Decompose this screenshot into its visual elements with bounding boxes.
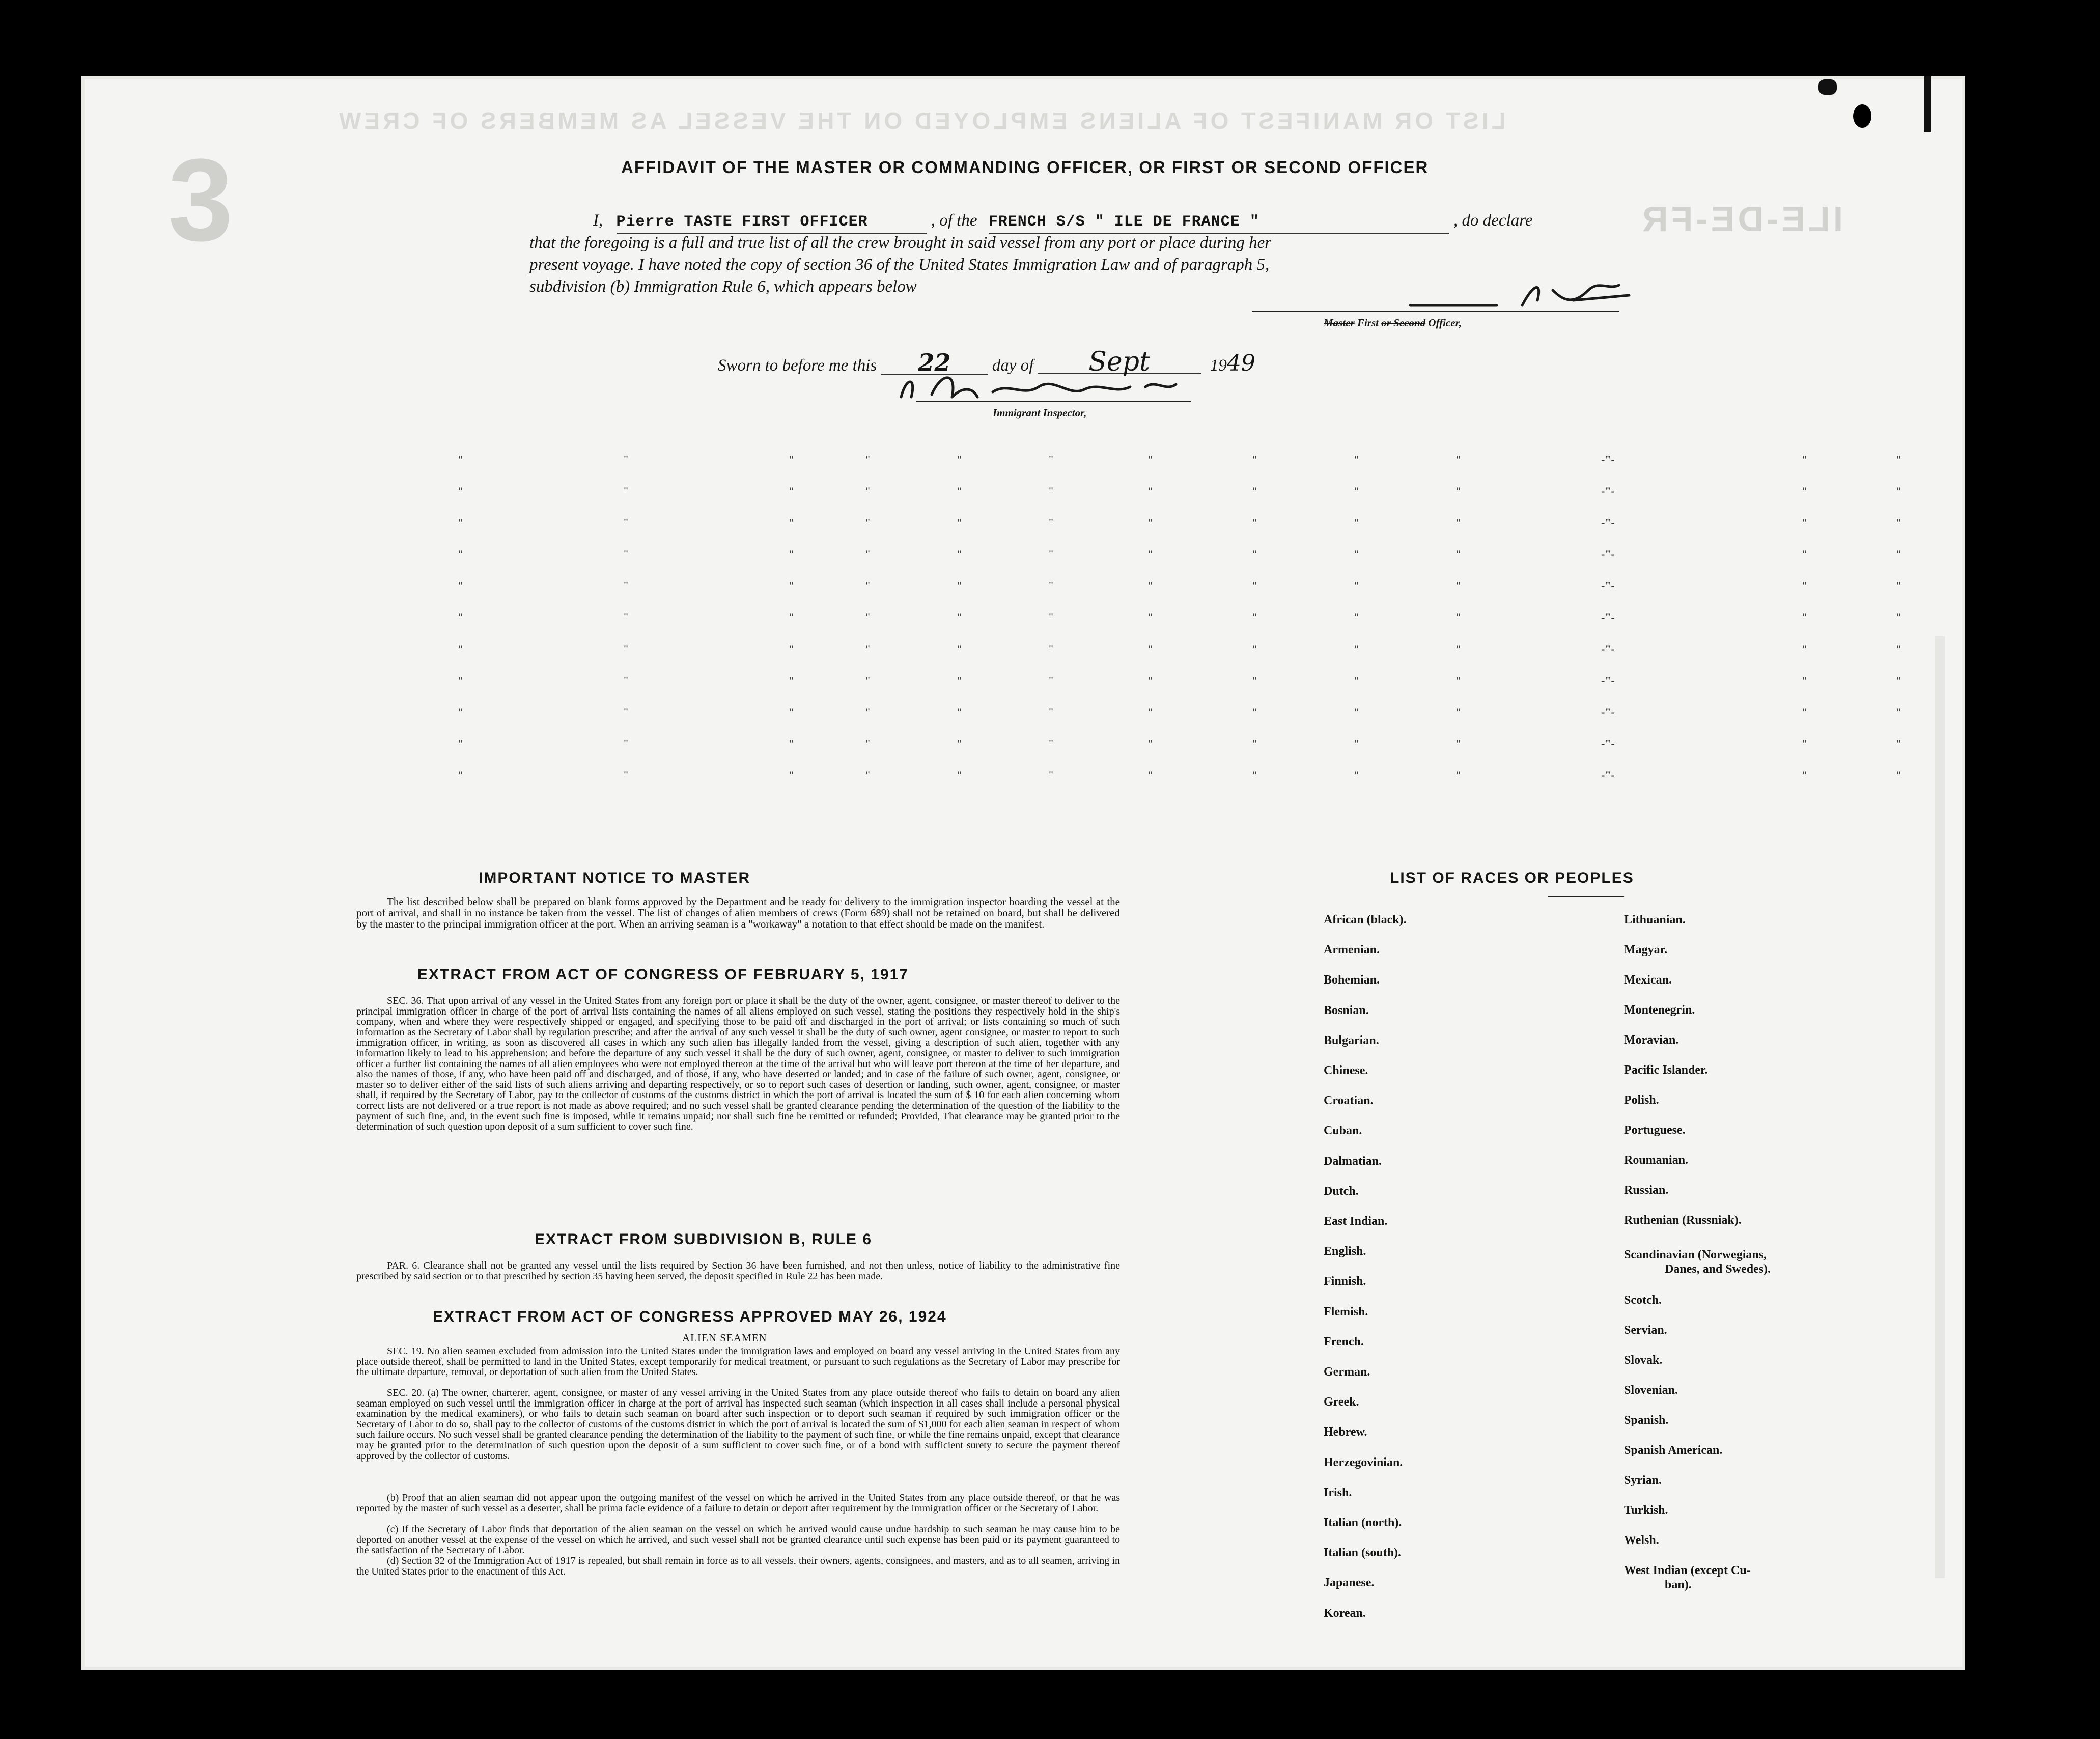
ditto-mark: " (1049, 642, 1053, 655)
ditto-mark: " (458, 611, 463, 624)
race-item: Scotch. (1624, 1294, 1662, 1307)
race-item: Flemish. (1324, 1305, 1368, 1319)
ditto-mark: " (1802, 579, 1807, 592)
extract-rule6-text: PAR. 6. Clearance shall not be granted any vessel until the lists required by Section 36 have been furnished, and not then unless, notice of liability to the administrative fine prescribed by said section or to that prescribed by section 35 having been served, the deposit specified in Rule 22 has been made. (356, 1260, 1120, 1282)
ditto-mark: " (1252, 642, 1257, 655)
ditto-mark: " (1252, 579, 1257, 592)
ditto-mark: " (1802, 706, 1807, 718)
ditto-mark: " (1148, 611, 1153, 624)
ditto-mark: " (624, 706, 628, 718)
ditto-mark: " (1252, 453, 1257, 466)
officer-signature-line (1252, 311, 1619, 312)
ditto-mark: " (1896, 642, 1901, 655)
race-item: Herzegovinian. (1324, 1455, 1403, 1469)
sworn-month: Sept (1038, 351, 1201, 374)
ditto-mark: " (957, 611, 962, 624)
ditto-mark: " (1456, 642, 1461, 655)
do-declare-label: , do declare (1453, 211, 1533, 230)
race-item: Roumanian. (1624, 1154, 1689, 1167)
race-item: Pacific Islander. (1624, 1063, 1708, 1077)
ditto-mark: " (1802, 548, 1807, 560)
ditto-mark: " (789, 674, 794, 687)
ditto-mark: " (865, 579, 870, 592)
races-title: LIST OF RACES OR PEOPLES (1390, 870, 1634, 886)
dash-mark: -"- (1601, 516, 1615, 529)
ditto-mark: " (1456, 453, 1461, 466)
master-struck: Master (1324, 317, 1355, 329)
race-item: Greek. (1324, 1395, 1359, 1409)
dash-mark: -"- (1601, 453, 1615, 466)
race-item: Spanish. (1624, 1414, 1669, 1427)
extract-1917-title: EXTRACT FROM ACT OF CONGRESS OF FEBRUARY 5, 1917 (417, 966, 909, 983)
race-item: Italian (south). (1324, 1546, 1402, 1560)
ditto-mark: " (1049, 548, 1053, 560)
race-item: Polish. (1624, 1093, 1659, 1107)
ditto-mark: " (1456, 769, 1461, 781)
ditto-mark: " (1354, 642, 1359, 655)
ditto-mark: " (789, 453, 794, 466)
race-item: Bohemian. (1324, 973, 1380, 987)
ditto-mark: " (1354, 706, 1359, 718)
ditto-mark: " (1148, 737, 1153, 750)
race-item: Magyar. (1624, 943, 1668, 957)
ditto-mark: " (1802, 485, 1807, 497)
race-item: Slovak. (1624, 1354, 1663, 1367)
binder-hole (1980, 1436, 1999, 1459)
ditto-mark: " (624, 642, 628, 655)
binder-hole (1973, 545, 1991, 568)
dash-mark: -"- (1601, 769, 1615, 781)
notice-text: The list described below shall be prepared on blank forms approved by the Department and be ready for delivery to the immigration inspector boarding the vessel at the port of arrival, and shall in no instance be taken from the vessel. The list of changes of alien members of crews (Form 689) shall not be retained on board, but shall be delivered by the master to the principal immigration officer at the port. When an arriving seaman is a "workaway" a notation to that effect should be made on the manifest. (356, 895, 1120, 930)
sworn-text: Sworn to before me this (718, 356, 877, 375)
ditto-mark: " (458, 485, 463, 497)
race-item: Armenian. (1324, 943, 1380, 957)
ditto-mark: " (865, 706, 870, 718)
dash-mark: -"- (1601, 737, 1615, 750)
ditto-mark: " (1456, 611, 1461, 624)
extract-rule6-title: EXTRACT FROM SUBDIVISION B, RULE 6 (535, 1231, 873, 1248)
ditto-mark: " (1252, 674, 1257, 687)
ditto-mark: " (789, 516, 794, 529)
second-struck: or Second (1381, 317, 1426, 329)
bleedthrough-vessel: ILE-DE-FR (1639, 199, 1843, 239)
dash-mark: -"- (1601, 642, 1615, 655)
race-item: Danes, and Swedes). (1665, 1263, 1771, 1276)
edge-mark (1818, 79, 1837, 95)
ditto-mark: " (1802, 737, 1807, 750)
ditto-mark: " (1049, 485, 1053, 497)
dash-mark: -"- (1601, 674, 1615, 687)
ditto-mark: " (624, 516, 628, 529)
ditto-mark: " (1354, 548, 1359, 560)
ditto-mark: " (1354, 453, 1359, 466)
ditto-mark: " (789, 769, 794, 781)
race-item: Korean. (1324, 1606, 1366, 1620)
edge-mark (1924, 76, 1931, 132)
ditto-mark: " (458, 579, 463, 592)
ditto-mark: " (1802, 642, 1807, 655)
ditto-mark: " (1049, 674, 1053, 687)
ditto-mark: " (458, 548, 463, 560)
dash-mark: -"- (1601, 611, 1615, 624)
extract-1924-subtitle: ALIEN SEAMEN (682, 1332, 767, 1344)
race-item: Bosnian. (1324, 1003, 1369, 1017)
binder-hole (1975, 634, 1994, 657)
officer-title (1324, 312, 1462, 334)
ditto-mark: " (865, 485, 870, 497)
ditto-mark: " (1456, 516, 1461, 529)
ditto-mark: " (865, 516, 870, 529)
ditto-mark: " (865, 737, 870, 750)
race-item: Montenegrin. (1624, 1003, 1695, 1017)
ditto-mark: " (1148, 579, 1153, 592)
race-item: Syrian. (1624, 1474, 1662, 1487)
ditto-mark: " (1252, 737, 1257, 750)
race-item: Bulgarian. (1324, 1033, 1379, 1047)
race-item: Dutch. (1324, 1184, 1359, 1198)
ditto-mark: " (789, 706, 794, 718)
ditto-mark: " (865, 769, 870, 781)
extract-1924-sec19: SEC. 19. No alien seamen excluded from admission into the United States under the immigration laws and employed on board any vessel arriving in the United States from any place outside thereof, shall be permitted to land in the United States, except temporarily for medical treatment, or pursuant to such regulations as the Secretary of Labor may prescribe for the ultimate departure, removal, or deportation of such alien from the United States. (356, 1345, 1120, 1378)
vessel-name-field: FRENCH S/S " ILE DE FRANCE " (989, 211, 1449, 234)
race-item: Slovenian. (1624, 1384, 1678, 1397)
ditto-mark: " (1456, 737, 1461, 750)
ditto-mark: " (624, 611, 628, 624)
ditto-mark: " (1148, 485, 1153, 497)
ditto-mark: " (458, 737, 463, 750)
ditto-mark: " (1148, 706, 1153, 718)
ditto-mark: " (789, 579, 794, 592)
ditto-mark: " (1252, 769, 1257, 781)
race-item: Hebrew. (1324, 1425, 1367, 1439)
sworn-year: 49 (1226, 350, 1255, 376)
ditto-mark: " (1148, 674, 1153, 687)
ditto-mark: " (458, 453, 463, 466)
race-item: African (black). (1324, 913, 1407, 927)
of-the-label: , of the (931, 211, 977, 230)
race-item: Welsh. (1624, 1534, 1659, 1547)
race-item: Cuban. (1324, 1124, 1362, 1138)
ditto-mark: " (1354, 611, 1359, 624)
ditto-mark: " (624, 737, 628, 750)
ditto-mark: " (1896, 579, 1901, 592)
ditto-mark: " (957, 485, 962, 497)
day-of-label: day of (992, 356, 1034, 375)
race-item: Portuguese. (1624, 1124, 1686, 1137)
first-label: First (1357, 317, 1379, 329)
ditto-mark: " (458, 769, 463, 781)
ditto-mark: " (1148, 642, 1153, 655)
ditto-mark: " (1148, 548, 1153, 560)
ditto-mark: " (1896, 548, 1901, 560)
race-item: Chinese. (1324, 1064, 1368, 1077)
ditto-mark: " (624, 769, 628, 781)
ditto-mark: " (1148, 769, 1153, 781)
ditto-mark: " (865, 548, 870, 560)
affidavit-title: AFFIDAVIT OF THE MASTER OR COMMANDING OFFICER, OR FIRST OR SECOND OFFICER (621, 158, 1429, 177)
race-item: Japanese. (1324, 1576, 1375, 1590)
ditto-mark: " (1049, 516, 1053, 529)
race-item: ban). (1665, 1578, 1692, 1591)
notice-title: IMPORTANT NOTICE TO MASTER (479, 870, 751, 886)
ditto-mark: " (789, 548, 794, 560)
race-item: French. (1324, 1335, 1364, 1349)
ditto-mark: " (1049, 579, 1053, 592)
race-item: Croatian. (1324, 1094, 1374, 1108)
ditto-mark: " (1252, 706, 1257, 718)
race-item: Russian. (1624, 1184, 1669, 1197)
ditto-mark: " (1354, 674, 1359, 687)
officer-name-field: Pierre TASTE FIRST OFFICER (617, 211, 927, 234)
race-item: Spanish American. (1624, 1444, 1723, 1457)
ditto-mark: " (865, 674, 870, 687)
officer-signature (1405, 270, 1639, 316)
extract-1924-sec20c: (c) If the Secretary of Labor finds that deportation of the alien seaman on the vessel on which he arrived would cause undue hardship to such seaman he may cause him to be deported on another vessel at the expense of the vessel on which he arrived, and such vessel shall not be granted clearance until such expense has been paid or its payment guaranteed to the satisfaction of the Secretary of Labor. (356, 1524, 1120, 1556)
inspector-label: Immigrant Inspector, (993, 407, 1087, 419)
ditto-mark: " (957, 642, 962, 655)
race-item: Servian. (1624, 1324, 1667, 1337)
ditto-mark: " (1896, 485, 1901, 497)
race-item: Irish. (1324, 1485, 1352, 1499)
ditto-mark: " (1802, 516, 1807, 529)
race-item: Italian (north). (1324, 1516, 1402, 1529)
ditto-mark: " (1148, 453, 1153, 466)
dash-mark: -"- (1601, 706, 1615, 718)
ditto-mark: " (1896, 737, 1901, 750)
ditto-mark: " (789, 737, 794, 750)
ditto-mark: " (1148, 516, 1153, 529)
ditto-mark: " (1354, 485, 1359, 497)
ditto-mark: " (957, 737, 962, 750)
ditto-mark: " (1896, 674, 1901, 687)
ditto-mark: " (865, 453, 870, 466)
ditto-mark: " (458, 516, 463, 529)
ditto-mark: " (1049, 769, 1053, 781)
race-item: Lithuanian. (1624, 913, 1686, 927)
binder-hole (1978, 1186, 1996, 1210)
extract-1924-sec20d: (d) Section 32 of the Immigration Act of 1917 is repealed, but shall remain in force as to all vessels, their owners, agents, consignees, and masters, and as to all seamen, arriving in the United States prior to the enactment of this Act. (356, 1555, 1120, 1577)
races-title-rule (1548, 896, 1624, 897)
officer-label: Officer, (1428, 317, 1462, 329)
extract-1917-text: SEC. 36. That upon arrival of any vessel in the United States from any foreign port or place it shall be the duty of the owner, agent, consignee, or master thereof to deliver to the principal immigration officer in charge of the port of arrival lists containing the names of all aliens employed on such vessel, stating the positions they respectively hold in the ship's company, when and where they were respectively shipped or engaged, and specifying those to be paid off and discharged in the port of arrival; or lists containing so much of such information as the Secretary of Labor shall by regulation prescribe; and after the arrival of any such vessel it shall be the duty of such owner, agent consignee, or master to report to such immigration officer, in writing, as soon as discovered all cases in which any such alien has illegally landed from the vessel, giving a description of such alien, together with any information likely to lead to his apprehension; and before the departure of any such vessel it shall be the duty of such owner, agent, consignee, or master to deliver to such immigration officer a further list containing the names of all alien employees who were not employed thereon at the time of the arrival but who will leave port thereon at the time of her departure, and also the names of those, if any, who have been paid off and discharged, and of those, if any, who have deserted or landed; and in case of the failure of such owner, agent, consignee, or master so to deliver either of the said lists of such aliens arriving and departing respectively, or so to report such cases of desertion or landing, such owner, agent, consignee, or master shall, if required by the Secretary of Labor, pay to the collector of customs of the customs district in which the port of arrival is located the sum of $ 10 for each alien concerning whom correct lists are not delivered or a true report is not made as above required; and no such vessel shall be granted clearance pending the determination of the question of the liability to the payment of such fine, and, in the event such fine is imposed, while it remains unpaid; nor shall such fine be remitted or refunded; Provided, That clearance may be granted prior to the determination of such question upon deposit of a sum sufficient to cover such fine. (356, 995, 1120, 1133)
ditto-mark: " (1049, 737, 1053, 750)
race-item: Turkish. (1624, 1504, 1668, 1517)
ditto-mark: " (1896, 516, 1901, 529)
ditto-mark: " (957, 674, 962, 687)
ditto-mark: " (1456, 485, 1461, 497)
ditto-mark: " (1802, 674, 1807, 687)
edge-mark (1935, 636, 1945, 1578)
ditto-mark: " (789, 611, 794, 624)
extract-1924-sec20a: SEC. 20. (a) The owner, charterer, agent, consignee, or master of any vessel arriving in the United States from any place outside thereof who fails to detain on board any alien seaman employed on such vessel until the immigration officer in charge at the port of arrival has inspected such seaman (which inspection in all cases shall include a personal physical examination by the medical examiners), or who fails to detain such seaman on board after such inspection or to deport such seaman if required by such immigration officer or the Secretary of Labor to do so, shall pay to the collector of customs of the customs district in which the port of arrival is located the sum of $1,000 for each alien seaman in respect of whom such failure occurs. No such vessel shall be granted clearance pending the determination of the liability to the payment of such fine, or while the fine remains unpaid, except that clearance may be granted prior to the determination of such question upon the deposit of a sum sufficient to cover such fine, or of a bond with sufficient surety to secure the payment thereof approved by the collector of customs. (356, 1387, 1120, 1462)
ditto-mark: " (1456, 579, 1461, 592)
race-item: West Indian (except Cu- (1624, 1564, 1751, 1577)
ditto-mark: " (1802, 453, 1807, 466)
bleedthrough-sheet-number: 3 (168, 134, 233, 265)
dash-mark: -"- (1601, 485, 1615, 497)
affidavit-line1 (529, 210, 1624, 234)
ditto-mark: " (865, 642, 870, 655)
ditto-mark: " (1456, 548, 1461, 560)
document-page (81, 76, 1965, 1670)
affidavit-line4: subdivision (b) Immigration Rule 6, which appears below (529, 277, 917, 296)
year-prefix: 19 (1210, 356, 1227, 375)
ditto-mark: " (1354, 579, 1359, 592)
binder-hole (1853, 104, 1871, 128)
ditto-mark: " (1354, 516, 1359, 529)
race-item: English. (1324, 1245, 1366, 1258)
ditto-mark: " (957, 516, 962, 529)
ditto-mark: " (1456, 674, 1461, 687)
ditto-mark: " (458, 642, 463, 655)
race-item: Mexican. (1624, 973, 1672, 987)
ditto-mark: " (1252, 548, 1257, 560)
ditto-mark: " (957, 706, 962, 718)
ditto-mark: " (1896, 453, 1901, 466)
ditto-mark: " (624, 485, 628, 497)
ditto-mark: " (957, 548, 962, 560)
ditto-mark: " (1802, 769, 1807, 781)
ditto-mark: " (865, 611, 870, 624)
ditto-mark: " (957, 453, 962, 466)
race-item: Dalmatian. (1324, 1154, 1382, 1168)
ditto-mark: " (1252, 611, 1257, 624)
race-item: Scandinavian (Norwegians, (1624, 1248, 1767, 1261)
binder-hole (1980, 1520, 1999, 1543)
ditto-mark: " (624, 453, 628, 466)
race-item: Finnish. (1324, 1275, 1366, 1288)
i-label: I, (593, 211, 603, 230)
ditto-mark: " (1354, 769, 1359, 781)
ditto-mark: " (957, 579, 962, 592)
ditto-mark: " (1896, 769, 1901, 781)
ditto-mark: " (624, 674, 628, 687)
ditto-mark: " (1896, 706, 1901, 718)
ditto-mark: " (624, 579, 628, 592)
ditto-mark: " (1049, 453, 1053, 466)
ditto-mark: " (624, 548, 628, 560)
affidavit-line3: present voyage. I have noted the copy of section 36 of the United States Immigration Law and of paragraph 5, (529, 256, 1270, 274)
ditto-mark: " (458, 706, 463, 718)
ditto-mark: " (458, 674, 463, 687)
bleedthrough-header: LIST OR MANIFEST OF ALIENS EMPLOYED ON THE VESSEL AS MEMBERS OF CREW (336, 107, 1506, 134)
ditto-mark: " (789, 485, 794, 497)
ditto-mark: " (1802, 611, 1807, 624)
dash-mark: -"- (1601, 579, 1615, 592)
ditto-mark: " (1896, 611, 1901, 624)
extract-1924-title: EXTRACT FROM ACT OF CONGRESS APPROVED MAY 26, 1924 (433, 1308, 947, 1325)
ditto-mark: " (1456, 706, 1461, 718)
ditto-mark: " (957, 769, 962, 781)
ditto-mark: " (1049, 611, 1053, 624)
race-item: East Indian. (1324, 1215, 1388, 1228)
ditto-mark: " (1252, 485, 1257, 497)
race-item: Moravian. (1624, 1033, 1679, 1047)
race-item: German. (1324, 1365, 1370, 1379)
ditto-mark: " (1049, 706, 1053, 718)
race-item: Ruthenian (Russniak). (1624, 1214, 1742, 1227)
extract-1924-sec20b: (b) Proof that an alien seaman did not appear upon the outgoing manifest of the vessel on which he arrived in the United States from any place outside thereof, or that he was reported by the master of such vessel as a deserter, shall be prima facie evidence of a failure to detain or deport after requirement by the immigration officer or the Secretary of Labor. (356, 1492, 1120, 1514)
ditto-mark: " (1354, 737, 1359, 750)
sworn-day: 22 (881, 352, 988, 375)
ditto-mark: " (1252, 516, 1257, 529)
affidavit-line2: that the foregoing is a full and true list of all the crew brought in said vessel from any port or place during her (529, 234, 1272, 252)
dash-mark: -"- (1601, 548, 1615, 560)
ditto-mark: " (789, 642, 794, 655)
